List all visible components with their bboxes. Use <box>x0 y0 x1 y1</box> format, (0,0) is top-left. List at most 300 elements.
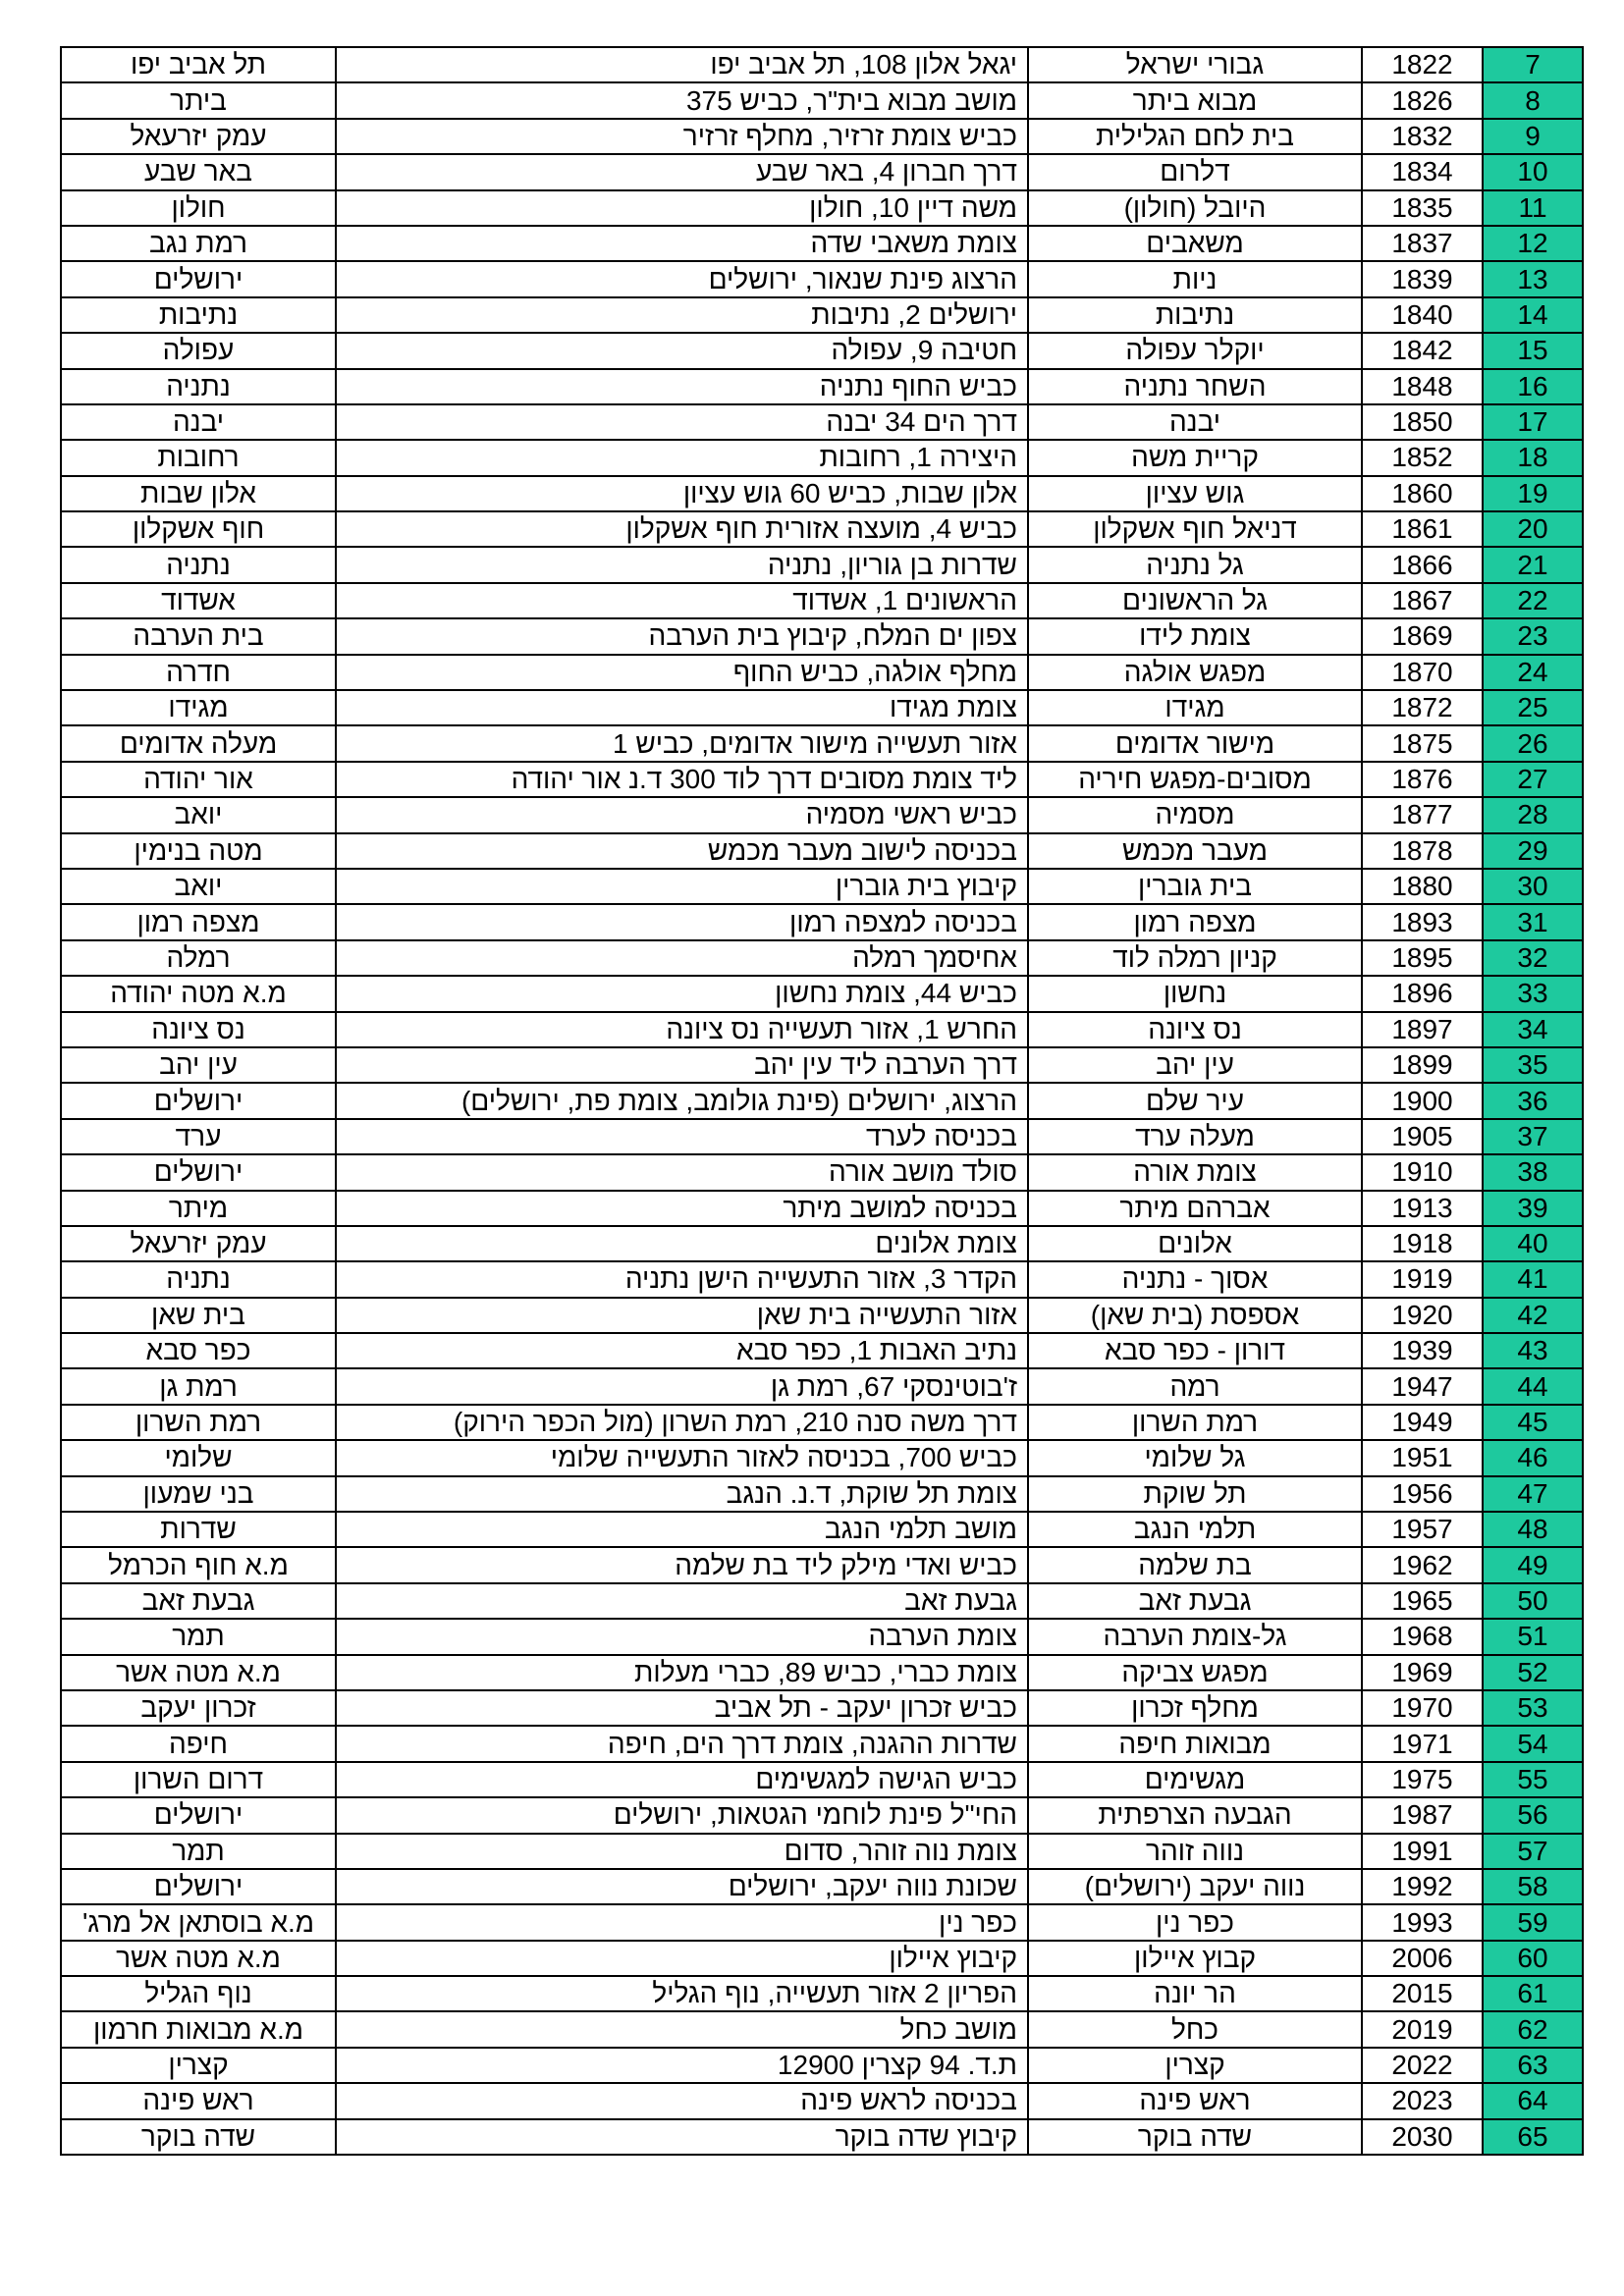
station-name-cell: מצפה רמון <box>1028 904 1362 939</box>
station-code-cell: 1852 <box>1362 440 1483 475</box>
station-code-cell: 1867 <box>1362 583 1483 618</box>
station-code-cell: 1839 <box>1362 261 1483 296</box>
address-cell: בכניסה לראש פינה <box>336 2083 1028 2118</box>
row-number-cell: 35 <box>1483 1047 1583 1083</box>
address-cell: קיבוץ שדה בוקר <box>336 2119 1028 2155</box>
row-number-cell: 23 <box>1483 618 1583 654</box>
station-code-cell: 1897 <box>1362 1012 1483 1047</box>
row-number-cell: 26 <box>1483 725 1583 761</box>
city-cell: רחובות <box>61 440 336 475</box>
address-cell: מושב כחל <box>336 2011 1028 2047</box>
row-number-cell: 41 <box>1483 1261 1583 1297</box>
address-cell: כביש ואדי מילק ליד בת שלמה <box>336 1547 1028 1582</box>
station-code-cell: 1826 <box>1362 82 1483 118</box>
address-cell: צומת תל שוקת, ד.נ. הנגב <box>336 1476 1028 1512</box>
station-code-cell: 1971 <box>1362 1726 1483 1761</box>
address-cell: כביש הגישה למגשימים <box>336 1762 1028 1797</box>
table-row <box>61 1834 1583 1869</box>
station-code-cell: 1918 <box>1362 1226 1483 1261</box>
row-number-cell: 62 <box>1483 2011 1583 2047</box>
table-row <box>61 1797 1583 1833</box>
station-name-cell: הגבעה הצרפתית <box>1028 1797 1362 1833</box>
station-code-cell: 1870 <box>1362 655 1483 690</box>
station-name-cell: דלרום <box>1028 154 1362 189</box>
table-row <box>61 1976 1583 2011</box>
address-cell: הפריון 2 אזור תעשייה, נוף הגליל <box>336 1976 1028 2011</box>
city-cell: שדרות <box>61 1512 336 1547</box>
city-cell: רמת נגב <box>61 226 336 261</box>
city-cell: חולון <box>61 190 336 226</box>
row-number-cell: 19 <box>1483 476 1583 511</box>
address-cell: הרצוג, ירושלים (פינת גולומב, צומת פת, ירושלים) <box>336 1083 1028 1118</box>
city-cell: ירושלים <box>61 261 336 296</box>
city-cell: יואב <box>61 869 336 904</box>
table-row <box>61 1012 1583 1047</box>
address-cell: קיבוץ בית גוברין <box>336 869 1028 904</box>
row-number-cell: 36 <box>1483 1083 1583 1118</box>
address-cell: צומת כברי, כביש 89, כברי מעלות <box>336 1655 1028 1690</box>
city-cell: מגידו <box>61 690 336 725</box>
row-number-cell: 52 <box>1483 1655 1583 1690</box>
station-code-cell: 1861 <box>1362 511 1483 547</box>
station-name-cell: כחל <box>1028 2011 1362 2047</box>
address-cell: דרך הים 34 יבנה <box>336 404 1028 440</box>
address-cell: דרך הערבה ליד עין יהב <box>336 1047 1028 1083</box>
station-name-cell: מסובים-מפגש חיריה <box>1028 762 1362 797</box>
address-cell: ירושלים 2, נתיבות <box>336 297 1028 333</box>
address-cell: ז'בוטינסקי 67, רמת גן <box>336 1368 1028 1404</box>
table-row <box>61 1191 1583 1226</box>
city-cell: חוף אשקלון <box>61 511 336 547</box>
station-name-cell: גבעת זאב <box>1028 1583 1362 1619</box>
address-cell: כביש החוף נתניה <box>336 369 1028 404</box>
station-code-cell: 1842 <box>1362 333 1483 368</box>
table-row <box>61 904 1583 939</box>
station-code-cell: 1969 <box>1362 1655 1483 1690</box>
table-row <box>61 2083 1583 2118</box>
station-name-cell: מגשימים <box>1028 1762 1362 1797</box>
city-cell: אלון שבות <box>61 476 336 511</box>
row-number-cell: 17 <box>1483 404 1583 440</box>
station-code-cell: 1947 <box>1362 1368 1483 1404</box>
row-number-cell: 14 <box>1483 297 1583 333</box>
city-cell: באר שבע <box>61 154 336 189</box>
row-number-cell: 8 <box>1483 82 1583 118</box>
row-number-cell: 51 <box>1483 1619 1583 1654</box>
station-code-cell: 1835 <box>1362 190 1483 226</box>
address-cell: צומת אלונים <box>336 1226 1028 1261</box>
station-name-cell: נווה זוהר <box>1028 1834 1362 1869</box>
station-name-cell: גל נתניה <box>1028 547 1362 582</box>
station-code-cell: 1878 <box>1362 833 1483 869</box>
station-name-cell: השחר נתניה <box>1028 369 1362 404</box>
station-name-cell: קבוץ איילון <box>1028 1941 1362 1976</box>
station-name-cell: אלונים <box>1028 1226 1362 1261</box>
address-cell: ליד צומת מסובים דרך לוד 300 ד.נ אור יהודה <box>336 762 1028 797</box>
city-cell: בית הערבה <box>61 618 336 654</box>
row-number-cell: 33 <box>1483 976 1583 1011</box>
station-code-cell: 1837 <box>1362 226 1483 261</box>
station-code-cell: 1957 <box>1362 1512 1483 1547</box>
table-row <box>61 333 1583 368</box>
address-cell: חטיבה 9, עפולה <box>336 333 1028 368</box>
address-cell: בכניסה לישוב מעבר מכמש <box>336 833 1028 869</box>
table-row <box>61 369 1583 404</box>
row-number-cell: 56 <box>1483 1797 1583 1833</box>
row-number-cell: 12 <box>1483 226 1583 261</box>
address-cell: דרך חברון 4, באר שבע <box>336 154 1028 189</box>
table-row <box>61 1440 1583 1475</box>
address-cell: כביש 700, בכניסה לאזור התעשייה שלומי <box>336 1440 1028 1475</box>
station-code-cell: 1895 <box>1362 940 1483 976</box>
station-code-cell: 1913 <box>1362 1191 1483 1226</box>
station-name-cell: מבוא ביתר <box>1028 82 1362 118</box>
table-row <box>61 1869 1583 1904</box>
station-name-cell: מעבר מכמש <box>1028 833 1362 869</box>
address-cell: אלון שבות, כביש 60 גוש עציון <box>336 476 1028 511</box>
station-name-cell: דניאל חוף אשקלון <box>1028 511 1362 547</box>
station-name-cell: מעלה ערד <box>1028 1119 1362 1154</box>
station-name-cell: ניות <box>1028 261 1362 296</box>
table-row <box>61 1476 1583 1512</box>
row-number-cell: 58 <box>1483 1869 1583 1904</box>
city-cell: אשדוד <box>61 583 336 618</box>
station-name-cell: בית גוברין <box>1028 869 1362 904</box>
table-row <box>61 2048 1583 2083</box>
table-row <box>61 1904 1583 1940</box>
station-name-cell: נתיבות <box>1028 297 1362 333</box>
city-cell: תל אביב יפו <box>61 47 336 82</box>
station-code-cell: 2023 <box>1362 2083 1483 2118</box>
address-cell: גבעת זאב <box>336 1583 1028 1619</box>
city-cell: נס ציונה <box>61 1012 336 1047</box>
table-row <box>61 583 1583 618</box>
table-row <box>61 833 1583 869</box>
row-number-cell: 11 <box>1483 190 1583 226</box>
city-cell: נתניה <box>61 369 336 404</box>
address-cell: הרצוג פינת שנאור, ירושלים <box>336 261 1028 296</box>
station-name-cell: קניון רמלה לוד <box>1028 940 1362 976</box>
address-cell: ת.ד. 94 קצרין 12900 <box>336 2048 1028 2083</box>
row-number-cell: 63 <box>1483 2048 1583 2083</box>
station-name-cell: מפגש אולגה <box>1028 655 1362 690</box>
city-cell: רמת השרון <box>61 1405 336 1440</box>
address-cell: קיבוץ איילון <box>336 1941 1028 1976</box>
row-number-cell: 30 <box>1483 869 1583 904</box>
station-name-cell: רמה <box>1028 1368 1362 1404</box>
station-name-cell: הר יונה <box>1028 1976 1362 2011</box>
row-number-cell: 22 <box>1483 583 1583 618</box>
row-number-cell: 16 <box>1483 369 1583 404</box>
table-row <box>61 1512 1583 1547</box>
city-cell: חדרה <box>61 655 336 690</box>
row-number-cell: 42 <box>1483 1298 1583 1333</box>
table-row <box>61 1941 1583 1976</box>
city-cell: רמלה <box>61 940 336 976</box>
station-name-cell: גל שלומי <box>1028 1440 1362 1475</box>
address-cell: נתיב האבות 1, כפר סבא <box>336 1333 1028 1368</box>
address-cell: אזור התעשייה בית שאן <box>336 1298 1028 1333</box>
table-row <box>61 940 1583 976</box>
city-cell: ערד <box>61 1119 336 1154</box>
address-cell: צפון ים המלח, קיבוץ בית הערבה <box>336 618 1028 654</box>
table-body <box>61 47 1583 2155</box>
address-cell: אזור תעשייה מישור אדומים, כביש 1 <box>336 725 1028 761</box>
table-row <box>61 297 1583 333</box>
station-code-cell: 1834 <box>1362 154 1483 189</box>
table-row <box>61 511 1583 547</box>
row-number-cell: 48 <box>1483 1512 1583 1547</box>
address-cell: בכניסה למושב מיתר <box>336 1191 1028 1226</box>
city-cell: ביתר <box>61 82 336 118</box>
row-number-cell: 7 <box>1483 47 1583 82</box>
station-name-cell: גל הראשונים <box>1028 583 1362 618</box>
station-name-cell: תל שוקת <box>1028 1476 1362 1512</box>
address-cell: דרך משה סנה 210, רמת השרון (מול הכפר הירוק) <box>336 1405 1028 1440</box>
city-cell: קצרין <box>61 2048 336 2083</box>
station-code-cell: 1880 <box>1362 869 1483 904</box>
table-row <box>61 690 1583 725</box>
station-name-cell: תלמי הנגב <box>1028 1512 1362 1547</box>
address-cell: מחלף אולגה, כביש החוף <box>336 655 1028 690</box>
station-name-cell: בת שלמה <box>1028 1547 1362 1582</box>
row-number-cell: 15 <box>1483 333 1583 368</box>
address-cell: משה דיין 10, חולון <box>336 190 1028 226</box>
row-number-cell: 65 <box>1483 2119 1583 2155</box>
station-code-cell: 1850 <box>1362 404 1483 440</box>
address-cell: כביש צומת זרזיר, מחלף זרזיר <box>336 119 1028 154</box>
address-cell: כביש זכרון יעקב - תל אביב <box>336 1690 1028 1726</box>
table-row <box>61 404 1583 440</box>
table-row <box>61 476 1583 511</box>
city-cell: מיתר <box>61 1191 336 1226</box>
station-name-cell: ראש פינה <box>1028 2083 1362 2118</box>
city-cell: ראש פינה <box>61 2083 336 2118</box>
city-cell: יואב <box>61 797 336 832</box>
table-row <box>61 1726 1583 1761</box>
table-row <box>61 261 1583 296</box>
row-number-cell: 18 <box>1483 440 1583 475</box>
row-number-cell: 9 <box>1483 119 1583 154</box>
station-code-cell: 1919 <box>1362 1261 1483 1297</box>
station-name-cell: מישור אדומים <box>1028 725 1362 761</box>
table-row <box>61 869 1583 904</box>
city-cell: יבנה <box>61 404 336 440</box>
station-code-cell: 2015 <box>1362 1976 1483 2011</box>
table-row <box>61 47 1583 82</box>
station-name-cell: בית לחם הגלילית <box>1028 119 1362 154</box>
row-number-cell: 39 <box>1483 1191 1583 1226</box>
station-name-cell: כפר נין <box>1028 1904 1362 1940</box>
station-name-cell: מחלף זכרון <box>1028 1690 1362 1726</box>
row-number-cell: 59 <box>1483 1904 1583 1940</box>
station-code-cell: 1965 <box>1362 1583 1483 1619</box>
row-number-cell: 29 <box>1483 833 1583 869</box>
city-cell: ירושלים <box>61 1797 336 1833</box>
table-row <box>61 2011 1583 2047</box>
city-cell: עפולה <box>61 333 336 368</box>
station-code-cell: 1975 <box>1362 1762 1483 1797</box>
row-number-cell: 57 <box>1483 1834 1583 1869</box>
station-name-cell: מפגש צביקה <box>1028 1655 1362 1690</box>
city-cell: שדה בוקר <box>61 2119 336 2155</box>
table-row <box>61 655 1583 690</box>
city-cell: בני שמעון <box>61 1476 336 1512</box>
table-row <box>61 797 1583 832</box>
station-code-cell: 1875 <box>1362 725 1483 761</box>
address-cell: הקדר 3, אזור התעשייה הישן נתניה <box>336 1261 1028 1297</box>
station-code-cell: 1869 <box>1362 618 1483 654</box>
row-number-cell: 40 <box>1483 1226 1583 1261</box>
station-name-cell: דורון - כפר סבא <box>1028 1333 1362 1368</box>
table-row <box>61 1333 1583 1368</box>
address-cell: היצירה 1, רחובות <box>336 440 1028 475</box>
table-row <box>61 1047 1583 1083</box>
table-row <box>61 1083 1583 1118</box>
station-name-cell: שדה בוקר <box>1028 2119 1362 2155</box>
station-code-cell: 1848 <box>1362 369 1483 404</box>
station-name-cell: קצרין <box>1028 2048 1362 2083</box>
station-code-cell: 1956 <box>1362 1476 1483 1512</box>
station-code-cell: 1951 <box>1362 1440 1483 1475</box>
city-cell: רמת גן <box>61 1368 336 1404</box>
address-cell: כביש 44, צומת נחשון <box>336 976 1028 1011</box>
station-name-cell: יבנה <box>1028 404 1362 440</box>
row-number-cell: 25 <box>1483 690 1583 725</box>
row-number-cell: 27 <box>1483 762 1583 797</box>
station-code-cell: 1968 <box>1362 1619 1483 1654</box>
row-number-cell: 54 <box>1483 1726 1583 1761</box>
address-cell: כביש ראשי מסמיה <box>336 797 1028 832</box>
station-name-cell: מסמיה <box>1028 797 1362 832</box>
table-row <box>61 1298 1583 1333</box>
city-cell: עמק יזרעאל <box>61 119 336 154</box>
city-cell: מעלה אדומים <box>61 725 336 761</box>
city-cell: עין יהב <box>61 1047 336 1083</box>
city-cell: חיפה <box>61 1726 336 1761</box>
row-number-cell: 50 <box>1483 1583 1583 1619</box>
station-name-cell: היובל (חולון) <box>1028 190 1362 226</box>
station-code-cell: 1939 <box>1362 1333 1483 1368</box>
station-code-cell: 1900 <box>1362 1083 1483 1118</box>
city-cell: ירושלים <box>61 1869 336 1904</box>
table-row <box>61 1154 1583 1190</box>
station-code-cell: 1993 <box>1362 1904 1483 1940</box>
city-cell: עמק יזרעאל <box>61 1226 336 1261</box>
station-code-cell: 2022 <box>1362 2048 1483 2083</box>
station-name-cell: משאבים <box>1028 226 1362 261</box>
station-name-cell: יוקלר עפולה <box>1028 333 1362 368</box>
address-cell: החי"ל פינת לוחמי הגטאות, ירושלים <box>336 1797 1028 1833</box>
station-name-cell: עיר שלם <box>1028 1083 1362 1118</box>
address-cell: יגאל אלון 108, תל אביב יפו <box>336 47 1028 82</box>
row-number-cell: 28 <box>1483 797 1583 832</box>
city-cell: נתניה <box>61 1261 336 1297</box>
address-cell: בכניסה למצפה רמון <box>336 904 1028 939</box>
row-number-cell: 61 <box>1483 1976 1583 2011</box>
station-code-cell: 2006 <box>1362 1941 1483 1976</box>
station-name-cell: מגידו <box>1028 690 1362 725</box>
station-code-cell: 1991 <box>1362 1834 1483 1869</box>
table-row <box>61 1261 1583 1297</box>
table-row <box>61 1368 1583 1404</box>
station-name-cell: אברהם מיתר <box>1028 1191 1362 1226</box>
city-cell: מ.א מטה אשר <box>61 1655 336 1690</box>
row-number-cell: 24 <box>1483 655 1583 690</box>
address-cell: שדרות בן גוריון, נתניה <box>336 547 1028 582</box>
city-cell: תמר <box>61 1834 336 1869</box>
station-name-cell: אסוך - נתניה <box>1028 1261 1362 1297</box>
station-code-cell: 1949 <box>1362 1405 1483 1440</box>
city-cell: מ.א בוסתאן אל מרג' <box>61 1904 336 1940</box>
city-cell: מ.א חוף הכרמל <box>61 1547 336 1582</box>
station-name-cell: אספסת (בית שאן) <box>1028 1298 1362 1333</box>
station-code-cell: 1910 <box>1362 1154 1483 1190</box>
row-number-cell: 45 <box>1483 1405 1583 1440</box>
station-code-cell: 1876 <box>1362 762 1483 797</box>
address-cell: סולד מושב אורה <box>336 1154 1028 1190</box>
address-cell: צומת מגידו <box>336 690 1028 725</box>
city-cell: מ.א מטה אשר <box>61 1941 336 1976</box>
table-row <box>61 976 1583 1011</box>
station-code-cell: 1962 <box>1362 1547 1483 1582</box>
row-number-cell: 47 <box>1483 1476 1583 1512</box>
station-code-cell: 1877 <box>1362 797 1483 832</box>
station-code-cell: 1905 <box>1362 1119 1483 1154</box>
station-name-cell: עין יהב <box>1028 1047 1362 1083</box>
address-cell: צומת הערבה <box>336 1619 1028 1654</box>
row-number-cell: 38 <box>1483 1154 1583 1190</box>
station-code-cell: 1970 <box>1362 1690 1483 1726</box>
table-row <box>61 119 1583 154</box>
table-row <box>61 1619 1583 1654</box>
row-number-cell: 10 <box>1483 154 1583 189</box>
row-number-cell: 53 <box>1483 1690 1583 1726</box>
city-cell: תמר <box>61 1619 336 1654</box>
address-cell: החרש 1, אזור תעשייה נס ציונה <box>336 1012 1028 1047</box>
city-cell: גבעת זאב <box>61 1583 336 1619</box>
city-cell: בית שאן <box>61 1298 336 1333</box>
station-code-cell: 1896 <box>1362 976 1483 1011</box>
station-name-cell: רמת השרון <box>1028 1405 1362 1440</box>
row-number-cell: 64 <box>1483 2083 1583 2118</box>
address-cell: כפר נין <box>336 1904 1028 1940</box>
city-cell: שלומי <box>61 1440 336 1475</box>
row-number-cell: 55 <box>1483 1762 1583 1797</box>
address-cell: בכניסה לערד <box>336 1119 1028 1154</box>
city-cell: מ.א מבואות חרמון <box>61 2011 336 2047</box>
row-number-cell: 43 <box>1483 1333 1583 1368</box>
stations-table <box>60 46 1584 2156</box>
address-cell: צומת נוה זוהר, סדום <box>336 1834 1028 1869</box>
table-row <box>61 1405 1583 1440</box>
station-name-cell: נחשון <box>1028 976 1362 1011</box>
station-code-cell: 1822 <box>1362 47 1483 82</box>
station-code-cell: 2019 <box>1362 2011 1483 2047</box>
table-row <box>61 2119 1583 2155</box>
table-row <box>61 226 1583 261</box>
station-name-cell: גל-צומת הערבה <box>1028 1619 1362 1654</box>
row-number-cell: 31 <box>1483 904 1583 939</box>
table-row <box>61 1690 1583 1726</box>
station-name-cell: נס ציונה <box>1028 1012 1362 1047</box>
row-number-cell: 44 <box>1483 1368 1583 1404</box>
address-cell: מושב תלמי הנגב <box>336 1512 1028 1547</box>
city-cell: נוף הגליל <box>61 1976 336 2011</box>
table-row <box>61 440 1583 475</box>
table-row <box>61 1547 1583 1582</box>
station-code-cell: 1860 <box>1362 476 1483 511</box>
